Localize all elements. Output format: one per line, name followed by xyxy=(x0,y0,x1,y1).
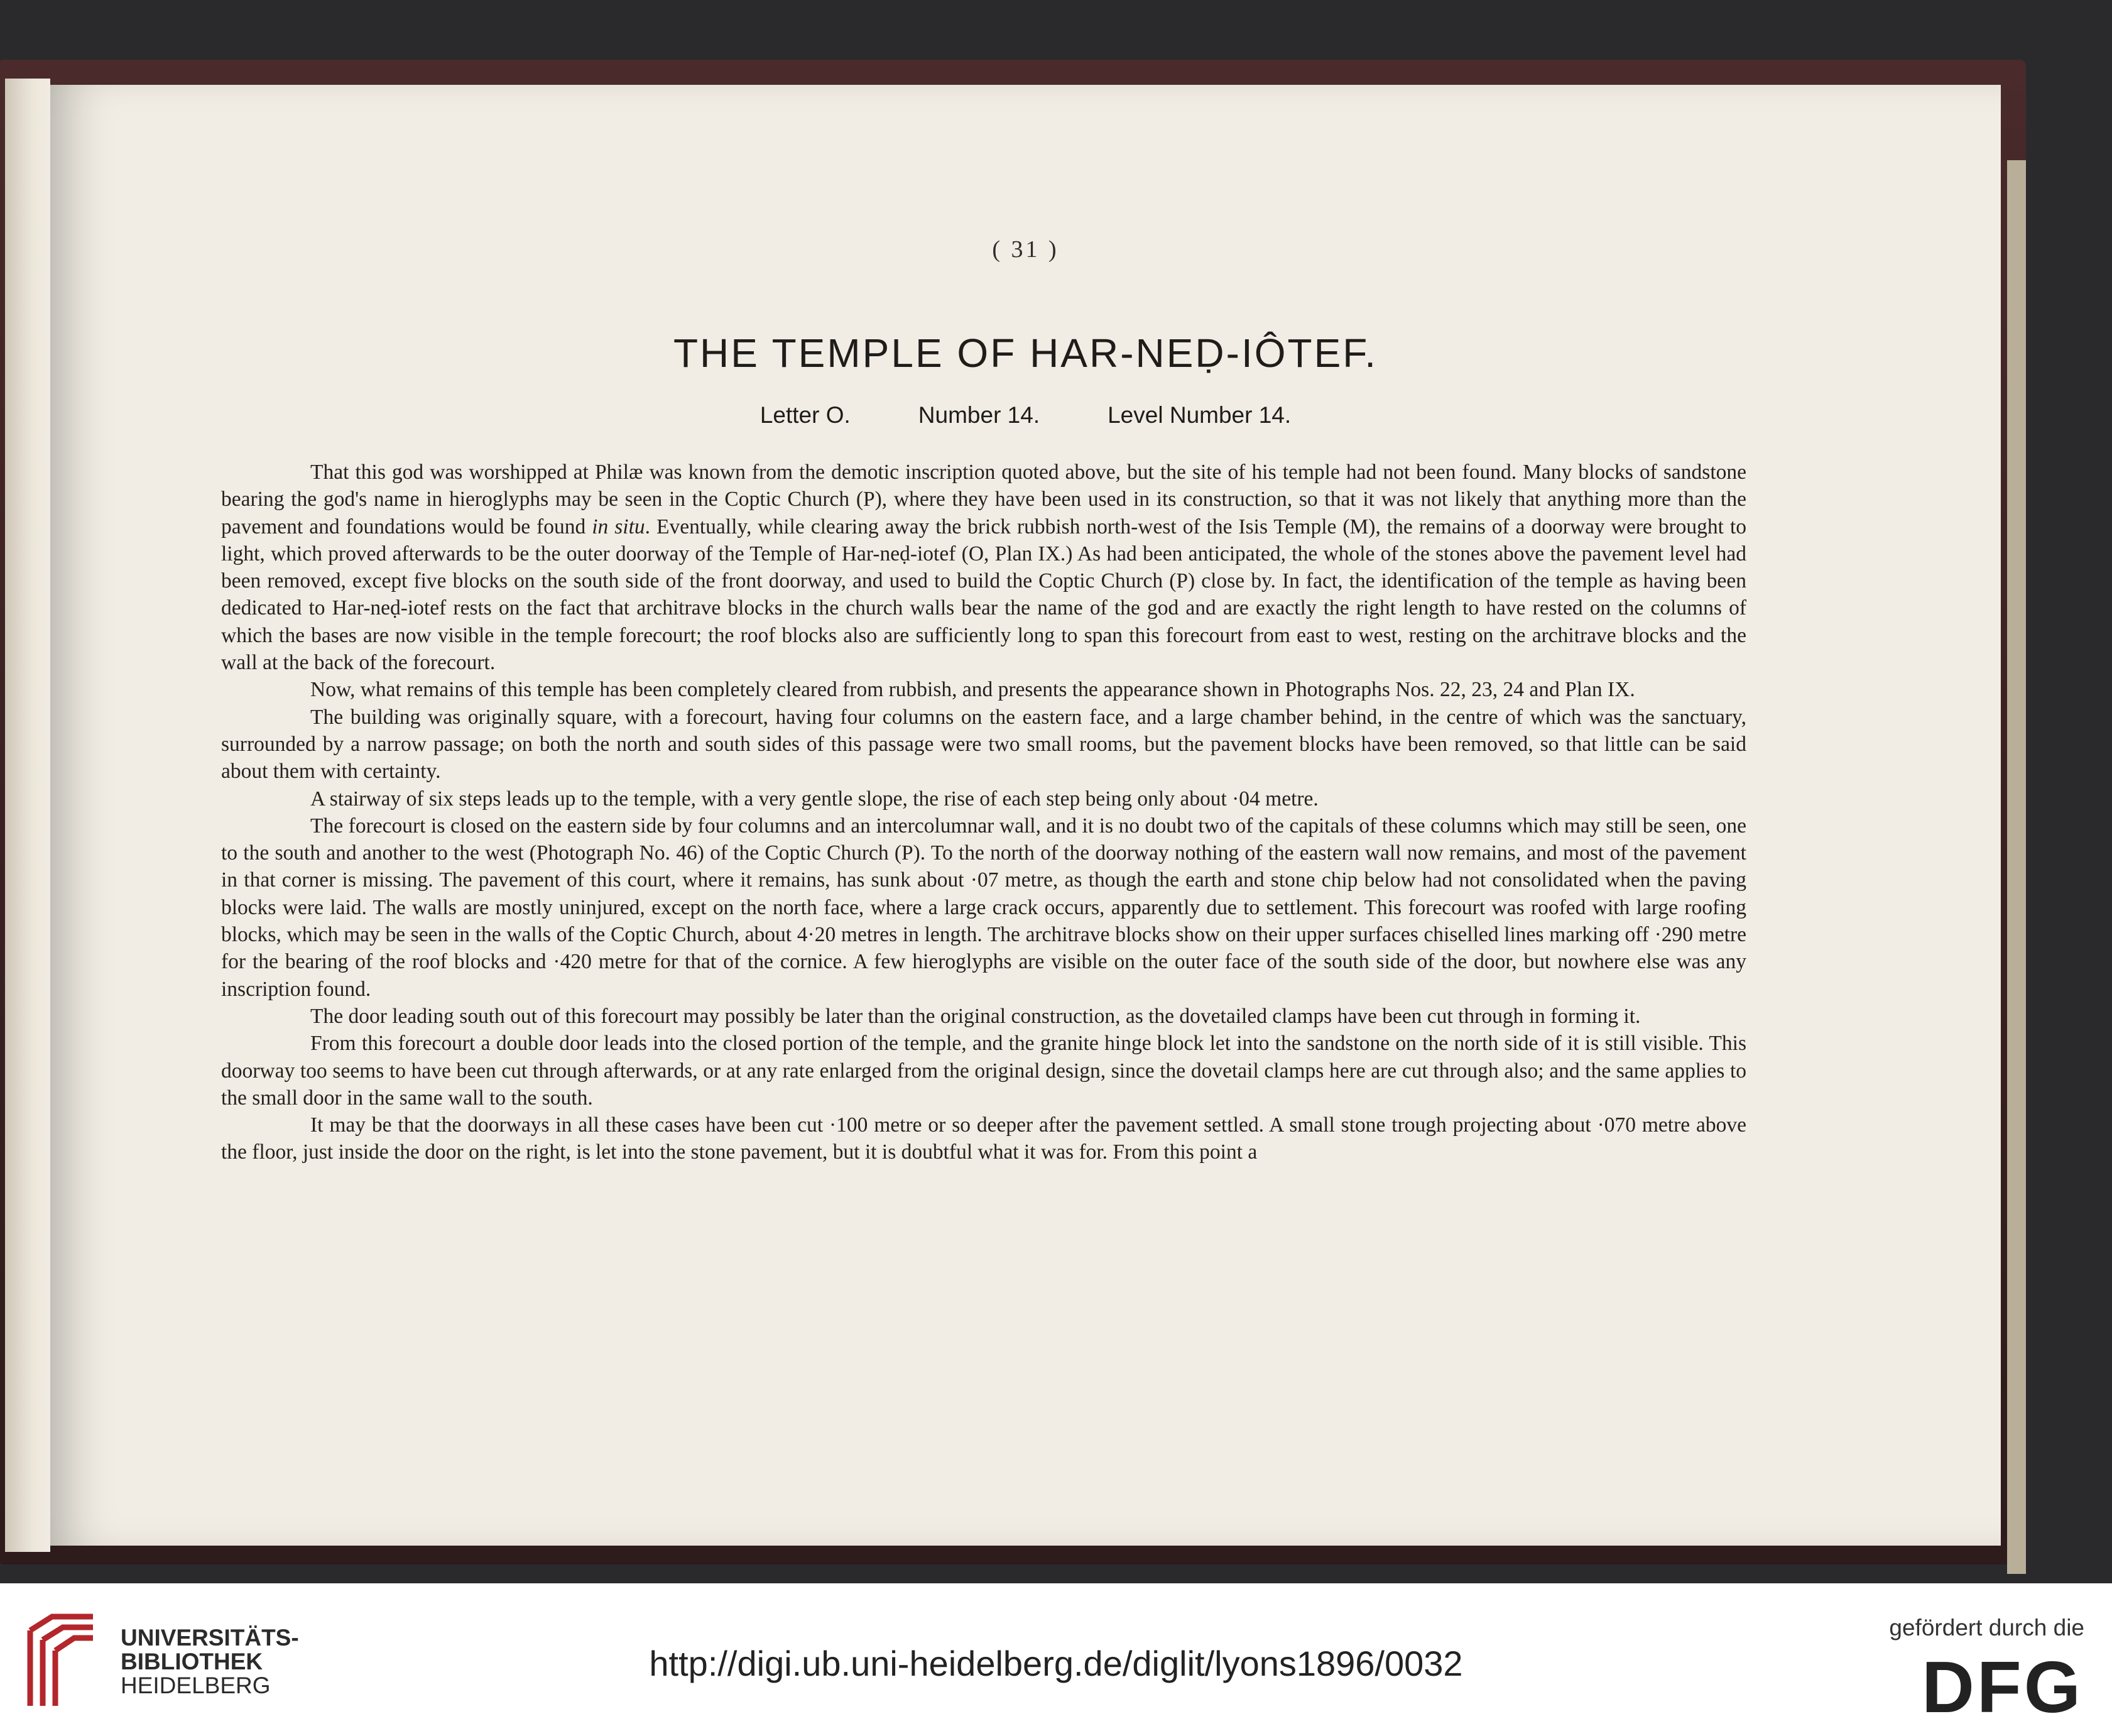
left-page-edge xyxy=(5,79,50,1552)
subtitle-number: Number 14. xyxy=(918,402,1040,428)
cover-page-edge xyxy=(2007,160,2026,1574)
library-name-line: UNIVERSITÄTS- xyxy=(121,1625,299,1651)
subtitle-letter: Letter O. xyxy=(759,402,851,428)
subtitle-level: Level Number 14. xyxy=(1108,402,1292,428)
paragraph: It may be that the doorways in all these cases have been cut ·100 metre or so deeper after the pavement settled. A small stone trough projecting about ·070 metre above the floor, just inside the door on the right, is let into the stone pavement, but it is doubtful what it was for. From this point a xyxy=(221,1113,1746,1164)
paragraph: The building was originally square, with a forecourt, having four columns on the eastern face, and a large chamber behind, in the centre of which was the sanctuary, surrounded by a narrow passage; on both the north and south sides of this passage were two small rooms, but the pavement blocks have been removed, so that little can be said about them with certainty. xyxy=(221,705,1746,783)
library-name-line: BIBLIOTHEK xyxy=(121,1649,263,1674)
library-name-line: HEIDELBERG xyxy=(121,1673,271,1698)
paragraph: From this forecourt a double door leads into the closed portion of the temple, and the granite hinge block let into the sandstone on the north side of it is still visible. This doorway too seems to have been cut through afterwards, or at any rate enlarged from the original design, since the dovetail clamps here are cut through also; and the same applies to the small door in the same wall to the south. xyxy=(221,1032,1746,1110)
funding-caption: gefördert durch die xyxy=(1889,1615,2084,1640)
page-number: ( 31 ) xyxy=(992,236,1059,263)
page-subtitle xyxy=(50,402,2001,429)
page-title: THE TEMPLE OF HAR-NEḌ-IÔTEF. xyxy=(673,330,1378,376)
viewer-footer xyxy=(0,1583,2112,1736)
paragraph: The door leading south out of this forecourt may possibly be later than the original construction, as the dovetailed clamps have been cut through in forming it. xyxy=(310,1004,1641,1028)
book-page xyxy=(50,85,2001,1546)
paragraph: That this god was worshipped at Philæ was known from the demotic inscription quoted above, but the site of his temple had not been found. Many blocks of sandstone bearing the god's name in hieroglyphs may be seen in the Coptic Church (P), where they have been used in its construction, so that it was not likely that anything more than the pavement and foundations would be found in situ. Eventually, while clearing away the brick rubbish north-west of the Isis Temple (M), the remains of a doorway were brought to light, which proved afterwards to be the outer doorway of the Temple of Har-neḍ-iotef (O, Plan IX.) As had been anticipated, the whole of the stones above the pavement level had been removed, except five blocks on the south side of the front doorway, and used to build the Coptic Church (P) close by. In fact, the identification of the temple as having been dedicated to Har-neḍ-iotef rests on the fact that architrave blocks in the church walls bear the name of the god and are exactly the right length to have rested on the columns of which the bases are now visible in the temple forecourt; the roof blocks also are sufficiently long to span this forecourt from east to west, resting on the architrave blocks and the wall at the back of the forecourt. xyxy=(221,461,1747,675)
paragraph: The forecourt is closed on the eastern side by four columns and an intercolumnar wall, and it is no doubt two of the capitals of these columns which may still be seen, one to the south and another to the west (Photograph No. 46) of the Coptic Church (P). To the north of the doorway nothing of the eastern wall now remains, and most of the pavement in that corner is missing. The pavement of this court, where it remains, has sunk about ·07 metre, as though the earth and stone chip below had not consolidated when the paving blocks were laid. The walls are mostly uninjured, except on the north face, where a large crack occurs, apparently due to settlement. This forecourt was roofed with large roofing blocks, which may be seen in the walls of the Coptic Church, about 4·20 metres in length. The architrave blocks show on their upper surfaces chiselled lines marking off ·290 metre for the bearing of the roof blocks and ·420 metre for that of the cornice. A few hieroglyphs are visible on the outer face of the south side of the door, but nowhere else was any inscription found. xyxy=(221,814,1746,1001)
body-text xyxy=(221,459,1746,1166)
paragraph: A stairway of six steps leads up to the temple, with a very gentle slope, the rise of each step being only about ·04 metre. xyxy=(310,787,1319,811)
permalink-url[interactable]: http://digi.ub.uni-heidelberg.de/diglit/lyons1896/0032 xyxy=(649,1644,1463,1683)
paragraph: Now, what remains of this temple has been completely cleared from rubbish, and presents the appearance shown in Photographs Nos. 22, 23, 24 and Plan IX. xyxy=(310,678,1635,702)
dfg-logo[interactable]: DFG xyxy=(1922,1646,2083,1728)
